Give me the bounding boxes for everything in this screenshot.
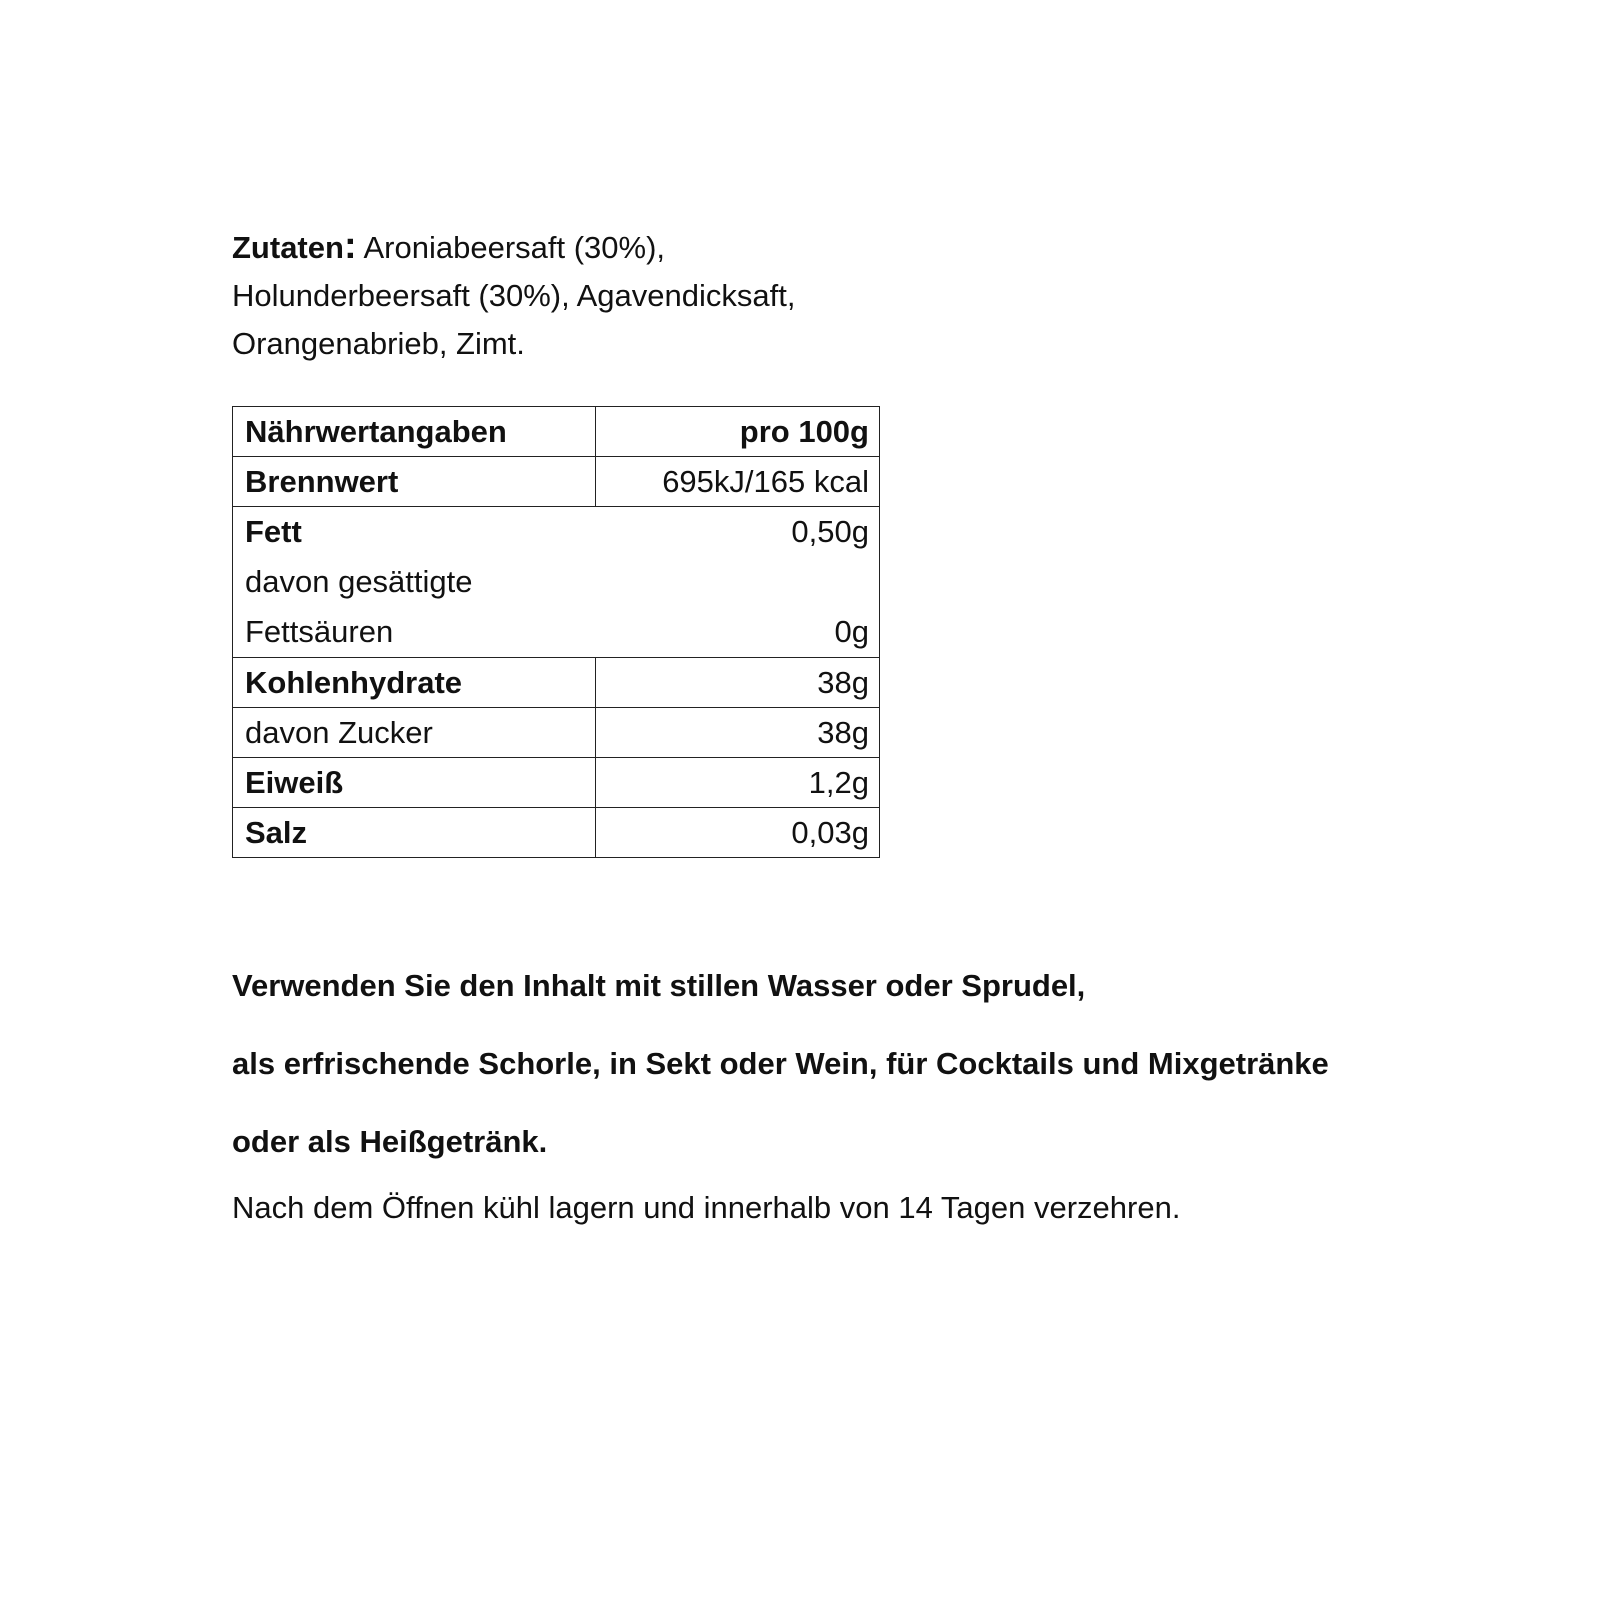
usage-instructions xyxy=(232,947,1532,1181)
salt-name-cell: Salz xyxy=(233,808,596,858)
usage-line-3: oder als Heißgetränk. xyxy=(232,1124,548,1159)
table-row-energy xyxy=(233,457,880,507)
usage-line-2: als erfrischende Schorle, in Sekt oder Wein, für Cocktails und Mixgetränke xyxy=(232,1046,1329,1081)
sugar-name-cell: davon Zucker xyxy=(233,708,596,758)
carbs-value-cell: 38g xyxy=(596,658,880,708)
fat-grid xyxy=(245,507,869,657)
ingredients-text-1: Aroniabeersaft (30%), xyxy=(356,230,666,265)
saturated-value: 0g xyxy=(834,614,869,649)
table-row-carbs xyxy=(233,658,880,708)
sugar-value-cell: 38g xyxy=(596,708,880,758)
table-row-fat xyxy=(233,507,880,658)
energy-value-cell: 695kJ/165 kcal xyxy=(596,457,880,507)
fat-name: Fett xyxy=(245,514,302,549)
saturated-name-line-1: davon gesättigte xyxy=(245,564,473,599)
ingredients-line-1 xyxy=(232,222,912,272)
protein-value-cell: 1,2g xyxy=(596,758,880,808)
nutrition-table xyxy=(232,406,880,858)
table-row-header xyxy=(233,407,880,457)
table-row-salt xyxy=(233,808,880,858)
storage-note: Nach dem Öffnen kühl lagern und innerhalb von 14 Tagen verzehren. xyxy=(232,1190,1181,1225)
carbs-name-cell: Kohlenhydrate xyxy=(233,658,596,708)
usage-line-1: Verwenden Sie den Inhalt mit stillen Wasser oder Sprudel, xyxy=(232,968,1086,1003)
saturated-spacer xyxy=(791,557,869,607)
fat-value: 0,50g xyxy=(791,514,869,549)
table-row-protein xyxy=(233,758,880,808)
ingredients-line-2: Holunderbeersaft (30%), Agavendicksaft, xyxy=(232,278,796,313)
saturated-name-line-2: Fettsäuren xyxy=(245,614,394,649)
ingredients-colon: : xyxy=(343,225,357,267)
table-row-sugar xyxy=(233,708,880,758)
header-value-cell: pro 100g xyxy=(596,407,880,457)
fat-cell xyxy=(233,507,880,658)
ingredients-section xyxy=(232,222,912,368)
ingredients-label: Zutaten xyxy=(232,230,344,265)
salt-value-cell: 0,03g xyxy=(596,808,880,858)
protein-name-cell: Eiweiß xyxy=(233,758,596,808)
energy-name-cell: Brennwert xyxy=(233,457,596,507)
header-name-cell: Nährwertangaben xyxy=(233,407,596,457)
ingredients-line-3: Orangenabrieb, Zimt. xyxy=(232,326,525,361)
